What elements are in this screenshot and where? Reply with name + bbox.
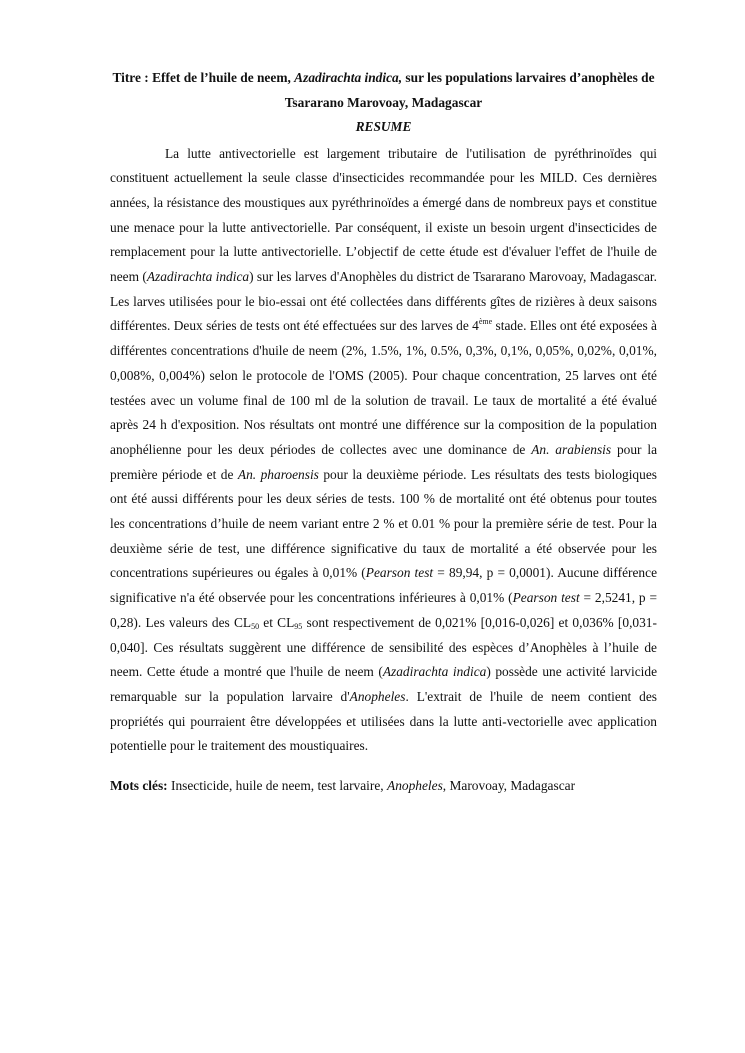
text-segment: . L'extrait de l'huile de neem contient des propriétés qui pourraient être développées et utilisées dans la lutte anti-vectorielle avec application potentielle pour le traitement des moustiquaires.: [110, 688, 657, 754]
document-title: [110, 66, 657, 115]
text-segment: La lutte antivectorielle est largement tributaire de l'utilisation de pyréthrinoïdes qui constituent actuellement la seule classe d'insecticides recommandée pour les MILD. Ces dernières années, la résistance des moustiques aux pyréthrinoïdes a émergé dans de nombreux pays et constitue une menace pour la lutte antivectorielle. Par conséquent, il existe un besoin urgent d'insecticides de remplacement pour la lutte antivectorielle. L’objectif de cette étude est d'évaluer l'effet de l'huile de neem (: [110, 145, 657, 285]
italic-text-segment: Pearson test: [512, 590, 580, 606]
keywords-label: Mots clés:: [110, 778, 168, 794]
text-segment: , Marovoay, Madagascar: [442, 778, 576, 794]
italic-text-segment: Azadirachta indica,: [294, 70, 403, 85]
italic-text-segment: Azadirachta indica: [146, 269, 250, 285]
superscript: ème: [478, 317, 493, 327]
text-segment: et CL: [259, 614, 295, 630]
text-segment: pour la deuxième période. Les résultats des tests biologiques ont été aussi différents pour les deux séries de tests. 100 % de mortalité ont été obtenus pour toutes les concentrations d’huile de neem variant entre 2 % et 0.01 % pour la première série de test. Pour la deuxième série de test, une différence significative du taux de mortalité a été observée pour les concentrations supérieures ou égales à 0,01% (: [110, 466, 657, 581]
italic-text-segment: Anopheles: [387, 778, 443, 794]
keywords-line: [110, 774, 657, 799]
text-segment: ) possède une activité larvicide remarquable sur la population larvaire d': [110, 664, 658, 704]
text-segment: ) sur les larves d'Anophèles du district de Tsararano Marovoay, Madagascar. Les larves utilisées pour le bio-essai ont été collectées dans différents gîtes de rizières à deux saisons différentes. Deux séries de tests ont été effectuées sur des larves de 4: [110, 269, 657, 334]
italic-text-segment: Anopheles: [349, 688, 406, 704]
text-segment: = 89,94, p = 0,0001). Aucune différence significative n'a été observée pour les concentrations inférieures à 0,01% (: [110, 565, 658, 606]
italic-text-segment: Azadirachta indica: [382, 664, 487, 680]
text-segment: pour la première période et de: [110, 441, 658, 482]
keywords-list: [168, 778, 575, 793]
text-segment: = 2,5241, p = 0,28). Les valeurs des CL: [110, 590, 658, 630]
subscript: 50: [251, 621, 260, 631]
subscript: 95: [294, 621, 303, 631]
italic-text-segment: An. pharoensis: [237, 466, 319, 482]
italic-text-segment: Pearson test: [365, 565, 434, 581]
text-segment: Insecticide, huile de neem, test larvaire,: [167, 778, 388, 794]
text-segment: sur les populations larvaires d’anophèles de Tsararano Marovoay, Madagascar: [284, 70, 655, 110]
abstract-heading: RESUME: [355, 119, 412, 134]
text-segment: Titre : Effet de l’huile de neem,: [112, 70, 295, 85]
abstract-paragraph: [110, 142, 657, 760]
text-segment: stade. Elles ont été exposées à différentes concentrations d'huile de neem (2%, 1.5%, 1%, 0.5%, 0,3%, 0,1%, 0,05%, 0,02%, 0,01%, 0,008%, 0,004%) selon le protocole de l'OMS (2005). Pour chaque concentration, 25 larves ont été testées avec un volume final de 100 ml de la solution de travail. Le taux de mortalité a été évalué après 24 h d'exposition. Nos résultats ont montré une différence sur la composition de la population anophélienne pour les deux périodes de collectes avec une dominance de: [110, 318, 657, 457]
text-segment: sont respectivement de 0,021% [0,016-0,026] et 0,036% [0,031-0,040]. Ces résultats suggèrent une différence de sensibilité des espèces d’Anophèles à l’huile de neem. Cette étude a montré que l'huile de neem (: [110, 614, 657, 680]
document-page: [110, 66, 657, 799]
italic-text-segment: An. arabiensis: [531, 441, 612, 457]
